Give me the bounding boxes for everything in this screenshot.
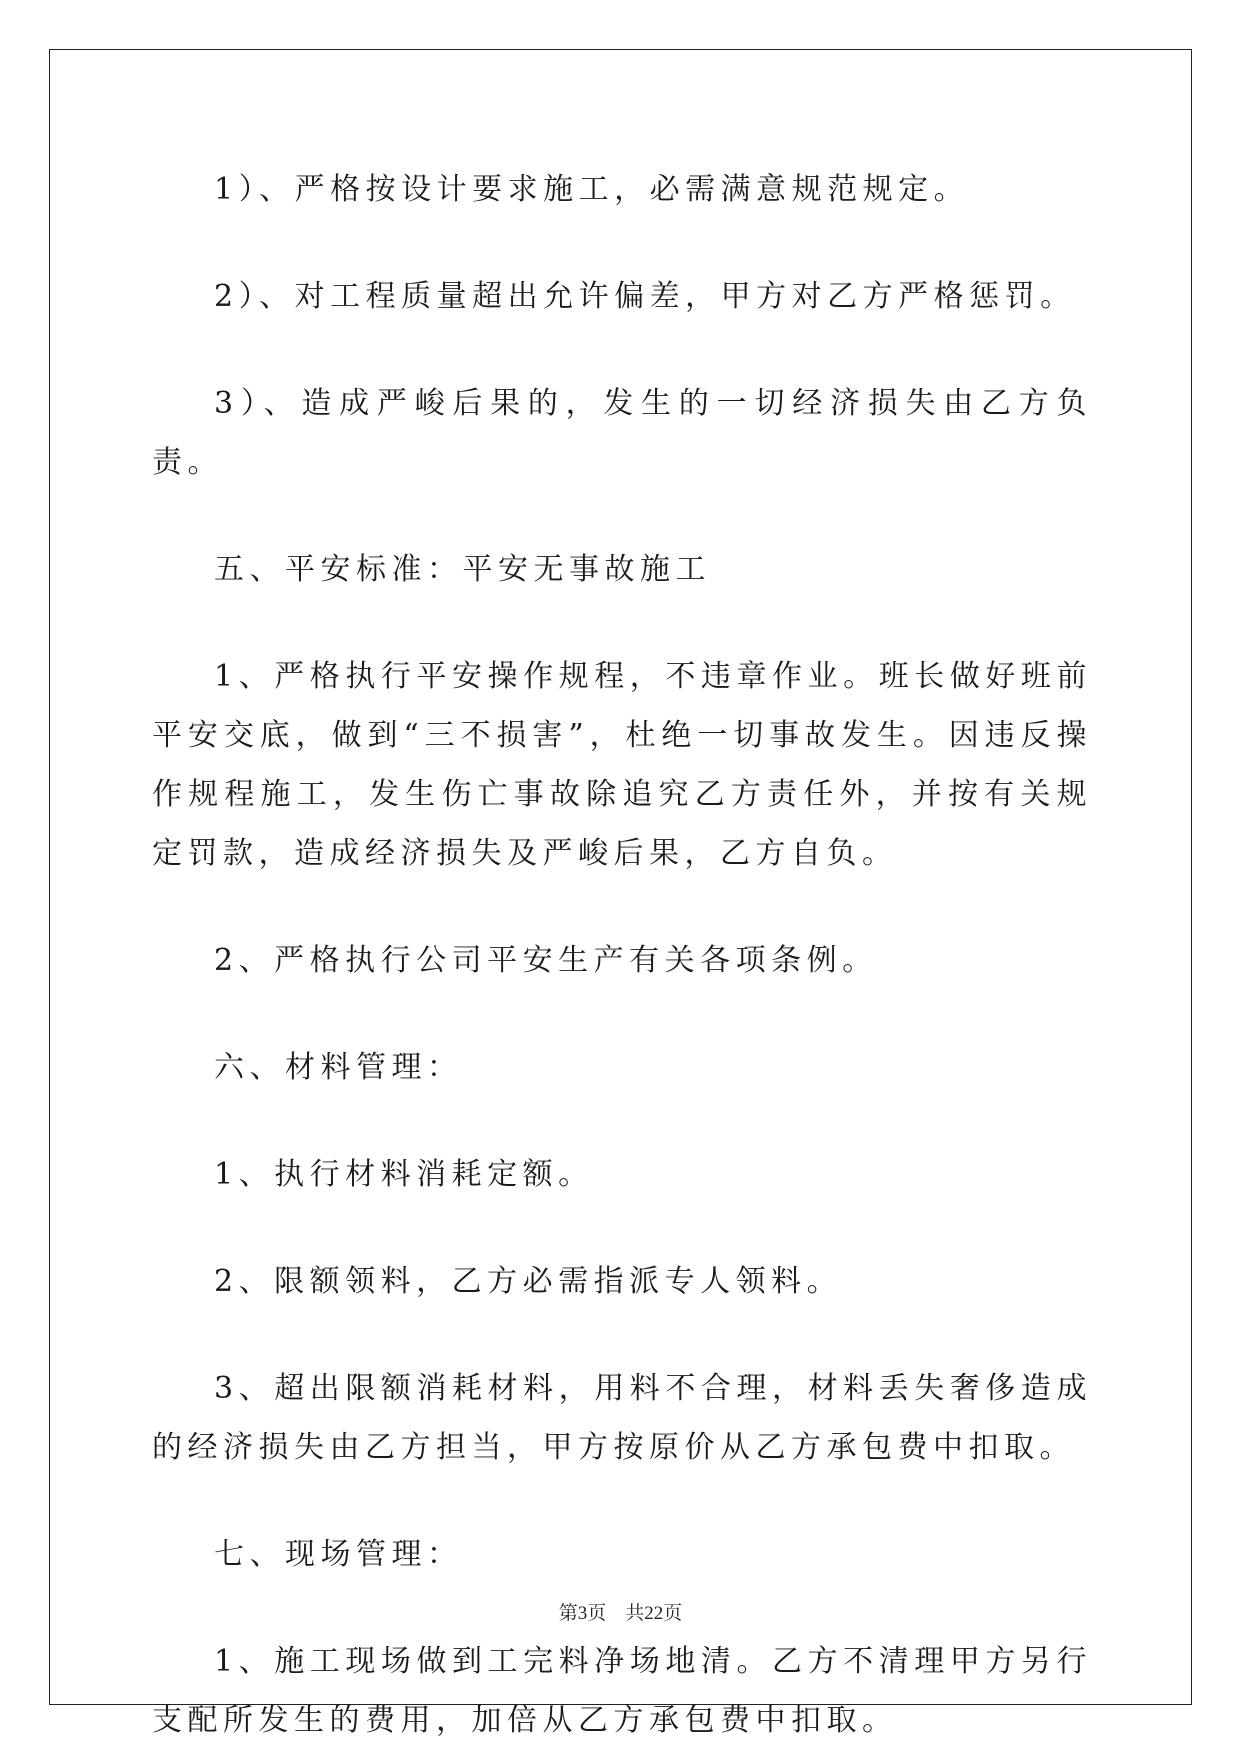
paragraph-quality-2: 2）、对工程质量超出允许偏差，甲方对乙方严格惩罚。: [214, 279, 1076, 314]
paragraph-quality-1: 1）、严格按设计要求施工，必需满意规范规定。: [214, 172, 970, 207]
document-body: [152, 160, 1092, 1750]
paragraph-quality-3: 3）、造成严峻后果的，发生的一切经济损失由乙方负责。: [152, 386, 1092, 480]
section-heading-site: 七、现场管理：: [214, 1537, 463, 1572]
paragraph-materials-2: 2、限额领料，乙方必需指派专人领料。: [214, 1264, 843, 1299]
paragraph-materials-3: 3、超出限额消耗材料，用料不合理，材料丢失奢侈造成的经济损失由乙方担当，甲方按原价从乙方承包费中扣取。: [152, 1371, 1092, 1465]
paragraph-materials-1: 1、执行材料消耗定额。: [214, 1157, 594, 1192]
section-heading-materials: 六、材料管理：: [214, 1050, 463, 1085]
page-number: 第3页 共22页: [558, 1603, 683, 1624]
paragraph-safety-2: 2、严格执行公司平安生产有关各项条例。: [214, 943, 878, 978]
paragraph-safety-1: 1、严格执行平安操作规程，不违章作业。班长做好班前平安交底，做到“三不损害”，杜绝一切事故发生。因违反操作规程施工，发生伤亡事故除追究乙方责任外，并按有关规定罚款，造成经济损失及严峻后果，乙方自负。: [152, 659, 1092, 871]
section-heading-safety: 五、平安标准：平安无事故施工: [214, 552, 711, 587]
paragraph-site-1: 1、施工现场做到工完料净场地清。乙方不清理甲方另行支配所发生的费用，加倍从乙方承包费中扣取。: [152, 1644, 1092, 1738]
